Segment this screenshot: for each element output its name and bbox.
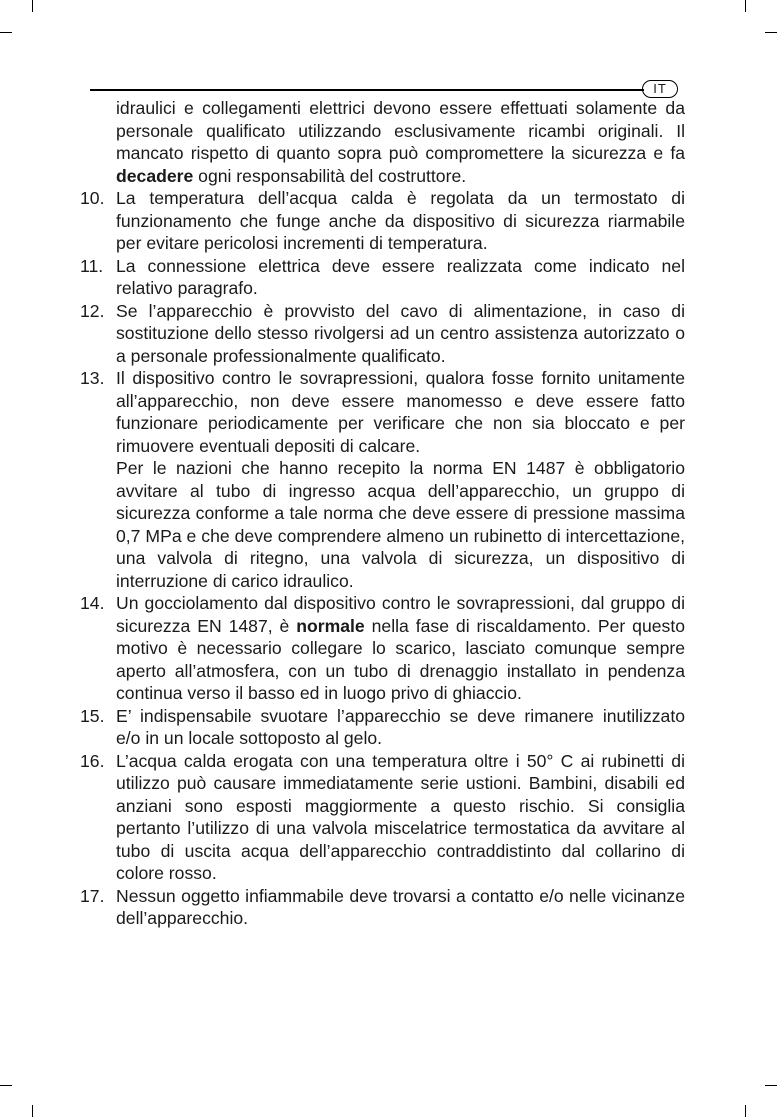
crop-mark-top-left-v [32,0,33,12]
list-item-11 [80,255,685,300]
item-text: L’acqua calda erogata con una temperatura oltre i 50° C ai rubinetti di utilizzo può causare immediatamente serie ustioni. Bambini, disabili ed anziani sono esposti maggiormente a questo rischio. Si consiglia pertanto l’utilizzo di una valvola miscelatrice termostatica da avvitare al tubo di uscita acqua dell’apparecchio contraddistinto dal collarino di colore rosso. [116,750,685,883]
item-bold-word: normale [296,615,365,636]
item-text-end: nella fase di riscaldamento. Per questo motivo è necessario collegare lo scarico, lasciato comunque sempre aperto all’atmosfera, con un tubo di drenaggio installato in pendenza continua verso il basso ed in luogo privo di ghiaccio. [116,615,685,703]
item-text [116,592,685,705]
list-item-17 [80,885,685,930]
item-number: 14. [80,593,105,613]
crop-mark-top-right-v [745,0,746,12]
intro-paragraph [80,97,685,187]
item-number: 16. [80,750,105,771]
language-badge: IT [642,80,678,98]
item-number: 17. [80,885,105,906]
crop-mark-bottom-left-v [32,1105,33,1117]
item-number: 11. [80,255,104,276]
item-text: Se l’apparecchio è provvisto del cavo di alimentazione, in caso di sostituzione dello stesso rivolgersi ad un centro assistenza autorizzato o a personale professionalmente qualificato. [116,300,685,366]
item-text: Nessun oggetto infiammabile deve trovarsi a contatto e/o nelle vicinanze dell’apparecchio. [116,885,685,928]
crop-mark-bottom-right-h [765,1085,777,1086]
item-number: 10. [80,188,105,208]
item-text: La connessione elettrica deve essere realizzata come indicato nel relativo paragrafo. [116,255,685,298]
item-text: Il dispositivo contro le sovrapressioni, qualora fosse fornito unitamente all’apparecchio, non deve essere manomesso e deve essere fatto funzionare periodicamente per verificare che non sia bloccato e per rimuovere eventuali depositi di calcare. [116,368,685,456]
crop-mark-top-left-h [0,32,12,33]
crop-mark-bottom-right-v [745,1105,746,1117]
item-text: La temperatura dell’acqua calda è regolata da un termostato di funzionamento che funge anche da dispositivo di sicurezza riarmabile per evitare pericolosi incrementi di temperatura. [116,188,685,253]
list-item-10 [80,187,685,255]
list-item-15 [80,705,685,750]
intro-text-start: idraulici e collegamenti elettrici devono essere effettuati solamente da personale qualificato utilizzando esclusivamente ricambi originali. Il mancato rispetto di quanto sopra può compromettere la sicurezza e fa [116,98,685,163]
item-text-continued: Per le nazioni che hanno recepito la norma EN 1487 è obbligatorio avvitare al tubo di ingresso acqua dell’apparecchio, un gruppo di sicurezza conforme a tale norma che deve essere di pressione massima 0,7 MPa e che deve comprendere almeno un rubinetto di intercettazione, una valvola di ritegno, una valvola di sicurezza, un dispositivo di interruzione di carico idraulico. [116,458,685,591]
document-body [80,97,685,930]
list-item-16 [80,750,685,885]
item-text: E’ indispensabile svuotare l’apparecchio se deve rimanere inutilizzato e/o in un locale sottoposto al gelo. [116,705,685,748]
intro-bold-word: decadere [116,165,194,186]
item-number: 15. [80,705,105,726]
item-text-start: Un gocciolamento dal dispositivo contro le sovrapressioni, dal gruppo di sicurezza EN 1487, è [116,593,685,636]
list-item-13 [80,367,685,592]
crop-mark-bottom-left-h [0,1085,12,1086]
crop-mark-top-right-h [765,32,777,33]
intro-text-end: ogni responsabilità del costruttore. [193,165,467,186]
list-item-12 [80,300,685,368]
item-number: 12. [80,300,105,321]
item-number: 13. [80,368,105,388]
list-item-14 [80,592,685,705]
header-rule [90,89,644,91]
